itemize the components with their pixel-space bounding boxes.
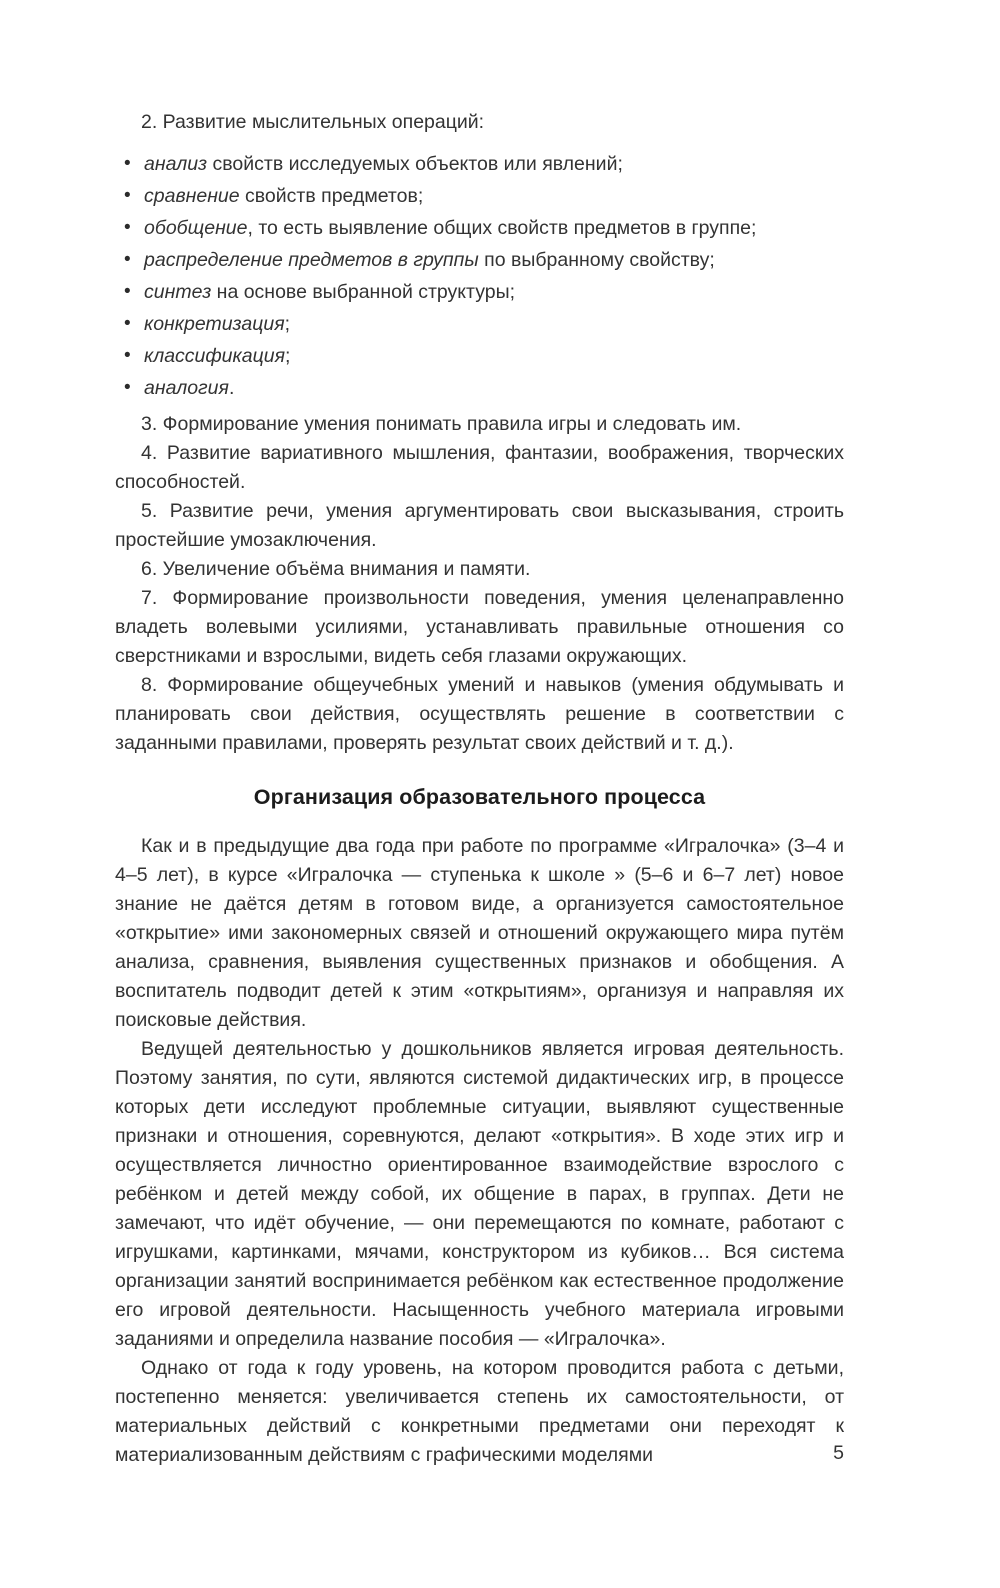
list-item-emphasis: обобщение <box>144 217 248 239</box>
bullet-icon: • <box>124 313 131 334</box>
list-item-text: свойств исследуемых объектов или явлений; <box>207 153 623 175</box>
list-item-emphasis: аналогия <box>144 377 229 399</box>
numbered-item-5: 5. Развитие речи, умения аргументировать свои высказывания, строить простейшие умозаключения. <box>115 500 844 551</box>
list-spacer <box>115 137 844 141</box>
list-item <box>115 148 844 180</box>
list-item <box>115 244 844 276</box>
page-number: 5 <box>833 1442 844 1464</box>
numbered-item-8: 8. Формирование общеучебных умений и навыков (умения обдумывать и планировать свои действия, осуществлять решение в соответствии с заданными правилами, проверять результат своих действий и т. д.). <box>115 674 844 754</box>
list-item-text: . <box>228 377 235 399</box>
bullet-icon: • <box>124 345 131 366</box>
list-item-text: по выбранному свойству; <box>478 249 715 271</box>
section-paragraph-2: Ведущей деятельностью у дошкольников является игровая деятельность. Поэтому занятия, по сути, являются системой дидактических игр, в процессе которых дети исследуют проблемные ситуации, выявляют существенные признаки и отношения, соревнуются, делают «открытия». В ходе этих игр и осуществляется личностно ориентированное взаимодействие взрослого с ребёнком и детей между собой, их общение в парах, в группах. Дети не замечают, что идёт обучение, — они перемещаются по комнате, работают с игрушками, картинками, мячами, конструктором из кубиков… Вся система организации занятий воспринимается ребёнком как естественное продолжение его игровой деятельности. Насыщенность учебного материала игровыми заданиями и определила название пособия — «Игралочка». <box>115 1038 844 1350</box>
bullet-icon: • <box>124 217 131 238</box>
list-item-emphasis: конкретизация <box>144 313 285 335</box>
list-item-emphasis: синтез <box>144 281 212 303</box>
numbered-item-2: 2. Развитие мыслительных операций: <box>141 111 485 133</box>
page-content <box>115 108 844 1470</box>
section-heading: Организация образовательного процесса <box>253 785 706 809</box>
list-item-text: на основе выбранной структуры; <box>211 281 516 303</box>
thinking-operations-list <box>115 148 844 404</box>
numbered-item-3: 3. Формирование умения понимать правила игры и следовать им. <box>141 413 742 435</box>
heading-spacer-top <box>115 758 844 785</box>
list-item <box>115 372 844 404</box>
list-item <box>115 276 844 308</box>
section-paragraph-3: Однако от года к году уровень, на котором проводится работа с детьми, постепенно меняется: увеличивается степень их самостоятельности, от материальных действий с конкретными предметами они переходят к материализованным действиям с графическими моделями <box>115 1357 844 1466</box>
list-item <box>115 308 844 340</box>
list-item-text: , то есть выявление общих свойств предметов в группе; <box>247 217 757 239</box>
numbered-item-4: 4. Развитие вариативного мышления, фантазии, воображения, творческих способностей. <box>115 442 844 493</box>
list-item-text: ; <box>284 313 291 335</box>
heading-spacer-bottom <box>115 810 844 832</box>
numbered-item-6: 6. Увеличение объёма внимания и памяти. <box>141 558 531 580</box>
list-item-text: свойств предметов; <box>239 185 424 207</box>
list-item-emphasis: анализ <box>144 153 208 175</box>
bullet-icon: • <box>124 185 131 206</box>
list-item <box>115 212 844 244</box>
numbered-item-7: 7. Формирование произвольности поведения, умения целенаправленно владеть волевыми усилиями, устанавливать правильные отношения со сверстниками и взрослыми, видеть себя глазами окружающих. <box>115 587 844 667</box>
list-item-text: ; <box>285 345 291 367</box>
list-item <box>115 180 844 212</box>
list-item-emphasis: распределение предметов в группы <box>144 249 479 271</box>
list-item <box>115 340 844 372</box>
section-paragraph-1: Как и в предыдущие два года при работе по программе «Игралочка» (3–4 и 4–5 лет), в курсе «Игралочка — ступенька к школе » (5–6 и 6–7 лет) новое знание не даётся детям в готовом виде, а организуется самостоятельное «открытие» ими закономерных связей и отношений окружающего мира путём анализа, сравнения, выявления существенных признаков и обобщения. А воспитатель подводит детей к этим «открытиям», организуя и направляя их поисковые действия. <box>115 835 844 1031</box>
bullet-icon: • <box>124 249 131 270</box>
list-item-emphasis: сравнение <box>144 185 240 207</box>
bullet-icon: • <box>124 377 131 398</box>
list-item-emphasis: классификация <box>144 345 285 367</box>
bullet-icon: • <box>124 281 131 302</box>
bullet-icon: • <box>124 153 131 174</box>
